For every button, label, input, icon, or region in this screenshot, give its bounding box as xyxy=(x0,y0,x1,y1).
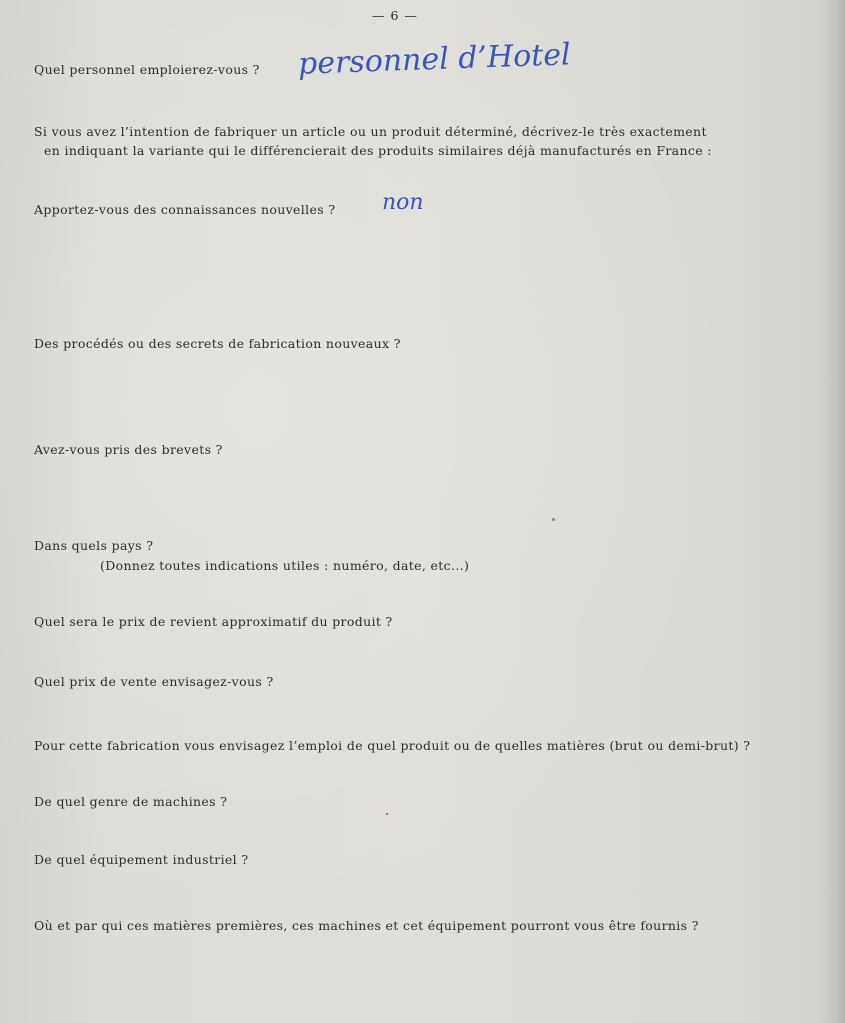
question-procedes: Des procédés ou des secrets de fabrication nouveaux ? xyxy=(34,336,401,351)
question-equipement: De quel équipement industriel ? xyxy=(34,852,249,867)
question-prix-revient: Quel sera le prix de revient approximatif du produit ? xyxy=(34,614,393,629)
paper-speck xyxy=(552,518,555,521)
question-prix-vente: Quel prix de vente envisagez-vous ? xyxy=(34,674,274,689)
question-machines: De quel genre de machines ? xyxy=(34,794,228,809)
page-number: — 6 — xyxy=(372,8,418,23)
question-fournis: Où et par qui ces matières premières, ces machines et cet équipement pourront vous être fournis ? xyxy=(34,918,699,933)
question-brevets: Avez-vous pris des brevets ? xyxy=(34,442,223,457)
question-article-line-1: Si vous avez l’intention de fabriquer un article ou un produit déterminé, décrivez-le très exactement xyxy=(34,124,707,139)
question-pays-note: (Donnez toutes indications utiles : numéro, date, etc...) xyxy=(100,558,470,573)
page-fold-shadow xyxy=(821,0,845,1023)
answer-connaissances: non xyxy=(382,190,424,215)
question-pays: Dans quels pays ? xyxy=(34,538,154,553)
question-personnel: Quel personnel emploierez-vous ? xyxy=(34,62,260,77)
question-article-line-2: en indiquant la variante qui le différencierait des produits similaires déjà manufacturés en France : xyxy=(44,143,712,158)
paper-speck xyxy=(386,813,388,815)
question-connaissances: Apportez-vous des connaissances nouvelles ? xyxy=(34,202,336,217)
question-matieres: Pour cette fabrication vous envisagez l’emploi de quel produit ou de quelles matières (brut ou demi-brut) ? xyxy=(34,738,751,753)
answer-personnel: personnel d’Hotel xyxy=(297,37,572,82)
